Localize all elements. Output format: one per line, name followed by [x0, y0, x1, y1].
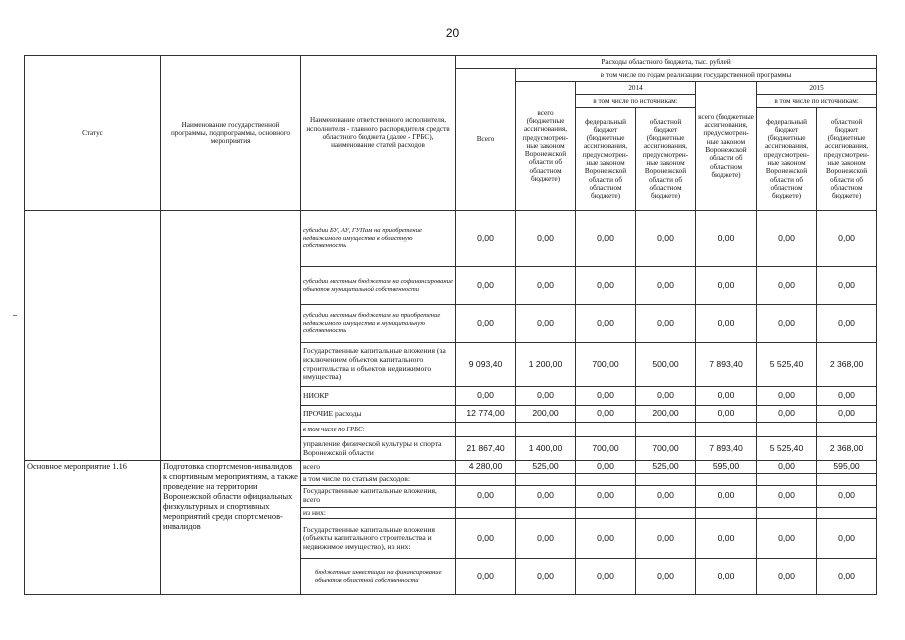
value-2014-all: 1 400,00: [516, 437, 576, 461]
header-year-2014: 2014: [576, 82, 696, 95]
value-2015-all: 0,00: [696, 485, 757, 507]
row-label: субсидии местным бюджетам на софинансирование объектов муниципальной собственности: [301, 267, 456, 305]
value-2014-federal: 0,00: [576, 519, 636, 559]
row-label: всего: [301, 461, 456, 474]
value-2015-all: 0,00: [696, 211, 757, 267]
row-label: Государственные капитальные вложения, всего: [301, 485, 456, 507]
value-2015-federal: 0,00: [757, 485, 817, 507]
header-2015-all: всего (бюджетные ассигнования, предусмотрен-ные законом Воронежской области об областном бюджете): [696, 82, 757, 211]
value-total: 0,00: [456, 267, 516, 305]
header-2015-federal: федеральный бюджет (бюджетные ассигнования, предусмотрен-ные законом Воронежской области об областном бюджете): [757, 108, 817, 211]
header-2014-federal: федеральный бюджет (бюджетные ассигнования, предусмотрен-ные законом Воронежской области об областном бюджете): [576, 108, 636, 211]
value-2015-regional: 0,00: [817, 387, 877, 406]
value-2014-regional: 500,00: [636, 343, 696, 387]
value-2014-all: 0,00: [516, 519, 576, 559]
row-label: в том числе по ГРБС:: [301, 423, 456, 437]
table-row: [25, 461, 877, 474]
value-2014-regional: 0,00: [636, 267, 696, 305]
measure-status: Основное мероприятие 1.16: [25, 461, 161, 595]
value-2015-all: 0,00: [696, 305, 757, 343]
value-2014-federal: 700,00: [576, 343, 636, 387]
value-total: 12 774,00: [456, 406, 516, 423]
row-label: из них:: [301, 507, 456, 519]
header-expenses: Расходы областного бюджета, тыс. рублей: [456, 56, 877, 69]
row-label: Государственные капитальные вложения (объекты капитального строительства и недвижимое имущество), из них:: [301, 519, 456, 559]
value-2015-all: 7 893,40: [696, 437, 757, 461]
header-2014-regional: областной бюджет (бюджетные ассигнования, предусмотрен-ные законом Воронежской области об областном бюджете): [636, 108, 696, 211]
value-2015-federal: 0,00: [757, 305, 817, 343]
value-2015-federal: 0,00: [757, 519, 817, 559]
value-2015-all: 0,00: [696, 559, 757, 595]
value-2015-federal: 0,00: [757, 211, 817, 267]
program-cell: [161, 211, 301, 461]
row-label: управление физической культуры и спорта Воронежской области: [301, 437, 456, 461]
header-status: Статус: [25, 56, 161, 211]
value-2014-all: 0,00: [516, 305, 576, 343]
value-2014-all: 0,00: [516, 387, 576, 406]
value-2014-all: 0,00: [516, 485, 576, 507]
value-2015-all: 595,00: [696, 461, 757, 474]
row-label: бюджетные инвестиции на финансирование объектов областной собственности: [301, 559, 456, 595]
row-label: Государственные капитальные вложения (за исключением объектов капитального строительства и объектов недвижимого имущества): [301, 343, 456, 387]
value-2015-regional: 0,00: [817, 485, 877, 507]
value-2014-all: 0,00: [516, 559, 576, 595]
value-2015-regional: 2 368,00: [817, 343, 877, 387]
value-2015-regional: 2 368,00: [817, 437, 877, 461]
header-2014-sources: в том числе по источникам:: [576, 95, 696, 108]
value-2015-all: 0,00: [696, 519, 757, 559]
value-total: 9 093,40: [456, 343, 516, 387]
value-2015-federal: 0,00: [757, 387, 817, 406]
value-2014-federal: 0,00: [576, 387, 636, 406]
page-number: 20: [445, 26, 460, 40]
budget-table: [24, 55, 877, 595]
value-2014-all: 1 200,00: [516, 343, 576, 387]
value-2014-regional: 700,00: [636, 437, 696, 461]
value-2014-regional: 0,00: [636, 559, 696, 595]
value-total: 0,00: [456, 305, 516, 343]
value-2014-regional: 525,00: [636, 461, 696, 474]
value-total: 0,00: [456, 519, 516, 559]
table-row: [25, 211, 877, 267]
header-program: Наименование государственной программы, подпрограммы, основного мероприятия: [161, 56, 301, 211]
value-2014-federal: 700,00: [576, 437, 636, 461]
value-2015-all: 0,00: [696, 267, 757, 305]
value-2015-all: 0,00: [696, 387, 757, 406]
header-executor: Наименование ответственного исполнителя, исполнителя - главного распорядителя средств областного бюджета (далее - ГРБС), наименование статей расходов: [301, 56, 456, 211]
header-total: Всего: [456, 69, 516, 211]
value-2014-regional: 0,00: [636, 387, 696, 406]
header-2015-regional: областной бюджет (бюджетные ассигнования, предусмотрен-ные законом Воронежской области об областном бюджете): [817, 108, 877, 211]
margin-mark: [13, 315, 17, 316]
value-2014-regional: 0,00: [636, 485, 696, 507]
value-2015-federal: 0,00: [757, 461, 817, 474]
value-2015-regional: 0,00: [817, 519, 877, 559]
value-2014-federal: 0,00: [576, 211, 636, 267]
value-2015-federal: 5 525,40: [757, 343, 817, 387]
value-2015-all: 0,00: [696, 406, 757, 423]
header-by-years: в том числе по годам реализации государственной программы: [516, 69, 877, 82]
value-2014-all: 0,00: [516, 267, 576, 305]
row-label: в том числе по статьям расходов:: [301, 473, 456, 485]
value-2015-federal: 0,00: [757, 559, 817, 595]
value-2015-regional: 0,00: [817, 211, 877, 267]
value-total: 0,00: [456, 211, 516, 267]
value-2014-federal: 0,00: [576, 305, 636, 343]
header-row-1: [25, 56, 877, 69]
value-2014-regional: 0,00: [636, 211, 696, 267]
value-total: 0,00: [456, 387, 516, 406]
value-2014-federal: 0,00: [576, 485, 636, 507]
value-2015-federal: 0,00: [757, 406, 817, 423]
value-total: 0,00: [456, 559, 516, 595]
row-label: ПРОЧИЕ расходы: [301, 406, 456, 423]
value-2015-federal: 0,00: [757, 267, 817, 305]
status-cell: [25, 211, 161, 461]
value-2014-federal: 0,00: [576, 461, 636, 474]
value-2015-regional: 0,00: [817, 267, 877, 305]
value-2014-all: 525,00: [516, 461, 576, 474]
value-2015-regional: 0,00: [817, 406, 877, 423]
value-total: 4 280,00: [456, 461, 516, 474]
value-2015-regional: 0,00: [817, 305, 877, 343]
value-2014-all: 200,00: [516, 406, 576, 423]
value-2015-federal: 5 525,40: [757, 437, 817, 461]
value-2015-regional: 0,00: [817, 559, 877, 595]
value-2014-federal: 0,00: [576, 559, 636, 595]
value-2015-regional: 595,00: [817, 461, 877, 474]
value-2014-regional: 200,00: [636, 406, 696, 423]
measure-name: Подготовка спортсменов-инвалидов к спортивным мероприятиям, а также проведение на территории Воронежской области официальных физкультурных и спортивных мероприятий среди спортсменов-инвалидов: [161, 461, 301, 595]
value-2014-federal: 0,00: [576, 267, 636, 305]
value-total: 0,00: [456, 485, 516, 507]
row-label: субсидии местным бюджетам на приобретение недвижимого имущества в муниципальную собственность: [301, 305, 456, 343]
header-year-2015: 2015: [757, 82, 877, 95]
value-2014-regional: 0,00: [636, 305, 696, 343]
value-total: 21 867,40: [456, 437, 516, 461]
row-label: субсидии БУ, АУ, ГУПам на приобретение недвижимого имущества в областную собственность: [301, 211, 456, 267]
header-2014-all: всего (бюджетные ассигнования, предусмотрен-ные законом Воронежской области об областном бюджете): [516, 82, 576, 211]
row-label: НИОКР: [301, 387, 456, 406]
value-2014-regional: 0,00: [636, 519, 696, 559]
value-2014-federal: 0,00: [576, 406, 636, 423]
header-2015-sources: в том числе по источникам:: [757, 95, 877, 108]
value-2015-all: 7 893,40: [696, 343, 757, 387]
value-2014-all: 0,00: [516, 211, 576, 267]
